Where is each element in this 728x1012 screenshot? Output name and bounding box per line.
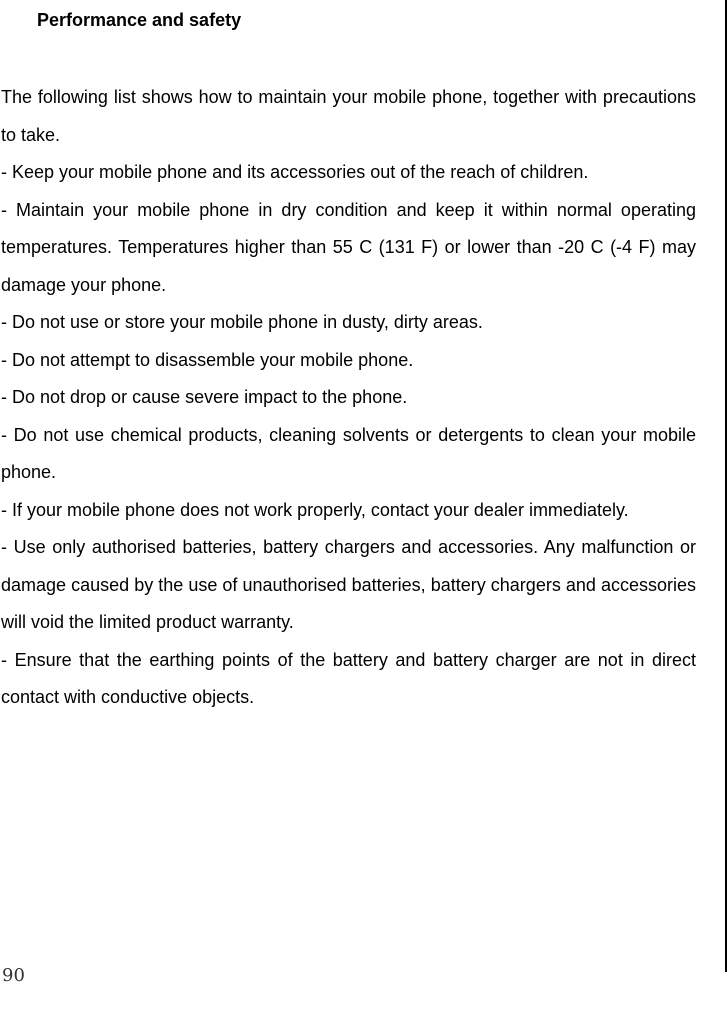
safety-item: - Keep your mobile phone and its accessories out of the reach of children.	[1, 162, 589, 182]
safety-item: - Maintain your mobile phone in dry condition and keep it within normal operating temperatures. Temperatures higher than 55 C (131 F) or lower than -20 C (-4 F) may damage your phone.	[1, 199, 696, 295]
body-text	[1, 79, 696, 717]
safety-item: - If your mobile phone does not work properly, contact your dealer immediately.	[1, 499, 629, 520]
intro-paragraph: The following list shows how to maintain your mobile phone, together with precautions to take.	[1, 87, 696, 145]
safety-item: - Do not use or store your mobile phone in dusty, dirty areas.	[1, 312, 483, 332]
page-edge-rule	[725, 0, 727, 972]
page-number: 90	[2, 965, 25, 986]
safety-item: - Do not drop or cause severe impact to the phone.	[1, 387, 408, 407]
section-heading: Performance and safety	[37, 10, 242, 30]
safety-item: - Use only authorised batteries, battery chargers and accessories. Any malfunction or damage caused by the use of unauthorised batteries, battery chargers and accessories will void the limited product warranty.	[1, 537, 696, 632]
safety-item: - Ensure that the earthing points of the battery and battery charger are not in direct contact with conductive objects.	[1, 649, 696, 707]
safety-item: - Do not use chemical products, cleaning solvents or detergents to clean your mobile phone.	[1, 424, 696, 482]
safety-item: - Do not attempt to disassemble your mobile phone.	[1, 349, 414, 370]
